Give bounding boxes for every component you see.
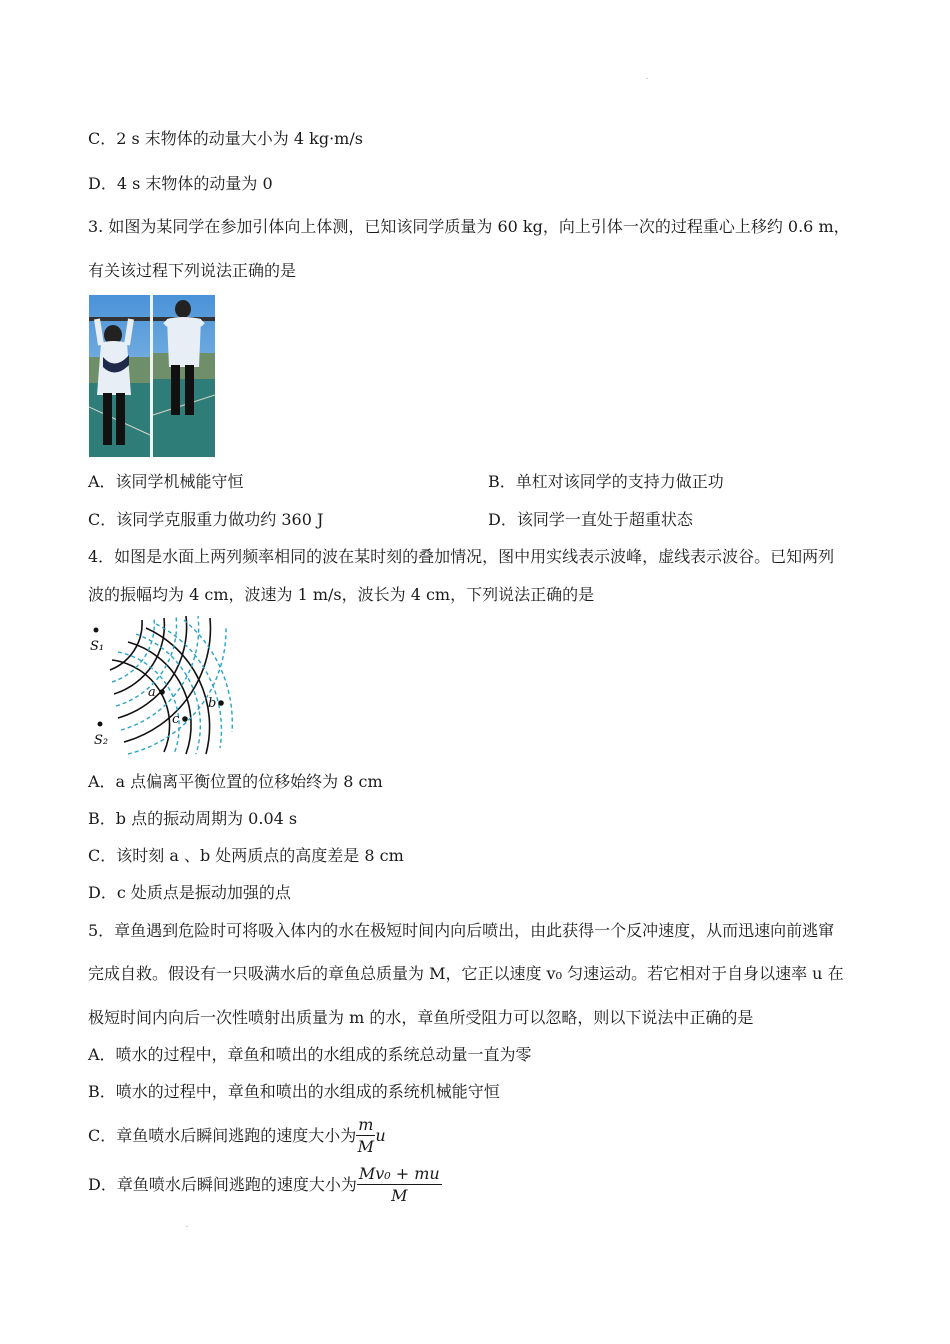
q5-option-a: A．喷水的过程中，章鱼和喷出的水组成的系统总动量一直为零 [88, 1045, 532, 1064]
wave-interference-figure [88, 612, 238, 766]
q4-option-a: A．a 点偏离平衡位置的位移始终为 8 cm [88, 772, 383, 791]
speck-top: · [646, 76, 648, 83]
q5-option-b: B．喷水的过程中，章鱼和喷出的水组成的系统机械能守恒 [88, 1082, 500, 1101]
label-s2: S₂ [94, 733, 109, 748]
pull-up-photo [89, 295, 215, 457]
label-a: a [148, 685, 156, 700]
q5-stem-line3: 极短时间内向后一次性喷射出质量为 m 的水，章鱼所受阻力可以忽略，则以下说法中正确的是 [88, 1008, 754, 1027]
q5-option-c-var: u [375, 1126, 386, 1145]
q2-option-c: C．2 s 末物体的动量大小为 4 kg·m/s [88, 129, 363, 148]
q4-stem-line1: 4．如图是水面上两列频率相同的波在某时刻的叠加情况，图中用实线表示波峰，虚线表示波谷。已知两列 [88, 547, 835, 566]
q5-option-c-text: C．章鱼喷水后瞬间逃跑的速度大小为 [88, 1126, 357, 1145]
q5-stem-line2: 完成自救。假设有一只吸满水后的章鱼总质量为 M，它正以速度 v₀ 匀速运动。若它相对于自身以速率 u 在 [88, 964, 844, 983]
q4-option-c: C．该时刻 a 、b 处两质点的高度差是 8 cm [88, 846, 404, 865]
label-b: b [208, 696, 217, 711]
q3-stem-line1: 3. 如图为某同学在参加引体向上体测，已知该同学质量为 60 kg，向上引体一次的过程重心上移约 0.6 m， [88, 217, 850, 236]
q5-option-d-fraction [357, 1164, 442, 1207]
q3-stem-line2: 有关该过程下列说法正确的是 [88, 261, 297, 280]
q4-option-b: B．b 点的振动周期为 0.04 s [88, 809, 298, 828]
q3-option-a: A．该同学机械能守恒 [88, 472, 244, 491]
fraction-denominator: M [391, 1186, 408, 1205]
q5-option-d-text: D．章鱼喷水后瞬间逃跑的速度大小为 [88, 1175, 357, 1194]
q3-option-c: C．该同学克服重力做功约 360 J [88, 510, 324, 529]
q2-option-d: D．4 s 末物体的动量为 0 [88, 174, 273, 193]
q5-option-c-fraction [356, 1115, 375, 1158]
q5-stem-line1: 5．章鱼遇到危险时可将吸入体内的水在极短时间内向后喷出，由此获得一个反冲速度，从而迅速向前逃窜 [88, 921, 835, 940]
q4-stem-line2: 波的振幅均为 4 cm，波速为 1 m/s，波长为 4 cm，下列说法正确的是 [88, 585, 595, 604]
fraction-denominator: M [357, 1137, 375, 1156]
label-s1: S₁ [90, 639, 105, 654]
speck-bottom: · [186, 1224, 188, 1231]
q3-option-d: D．该同学一直处于超重状态 [488, 510, 693, 529]
fraction-numerator: m [358, 1115, 374, 1134]
label-c: c [172, 712, 180, 727]
q5-option-d [88, 1163, 442, 1207]
q3-option-b: B．单杠对该同学的支持力做正功 [488, 472, 724, 491]
fraction-numerator: Mv₀ + mu [358, 1164, 440, 1183]
q4-option-d: D．c 处质点是振动加强的点 [88, 883, 291, 902]
q5-option-c [88, 1114, 386, 1158]
